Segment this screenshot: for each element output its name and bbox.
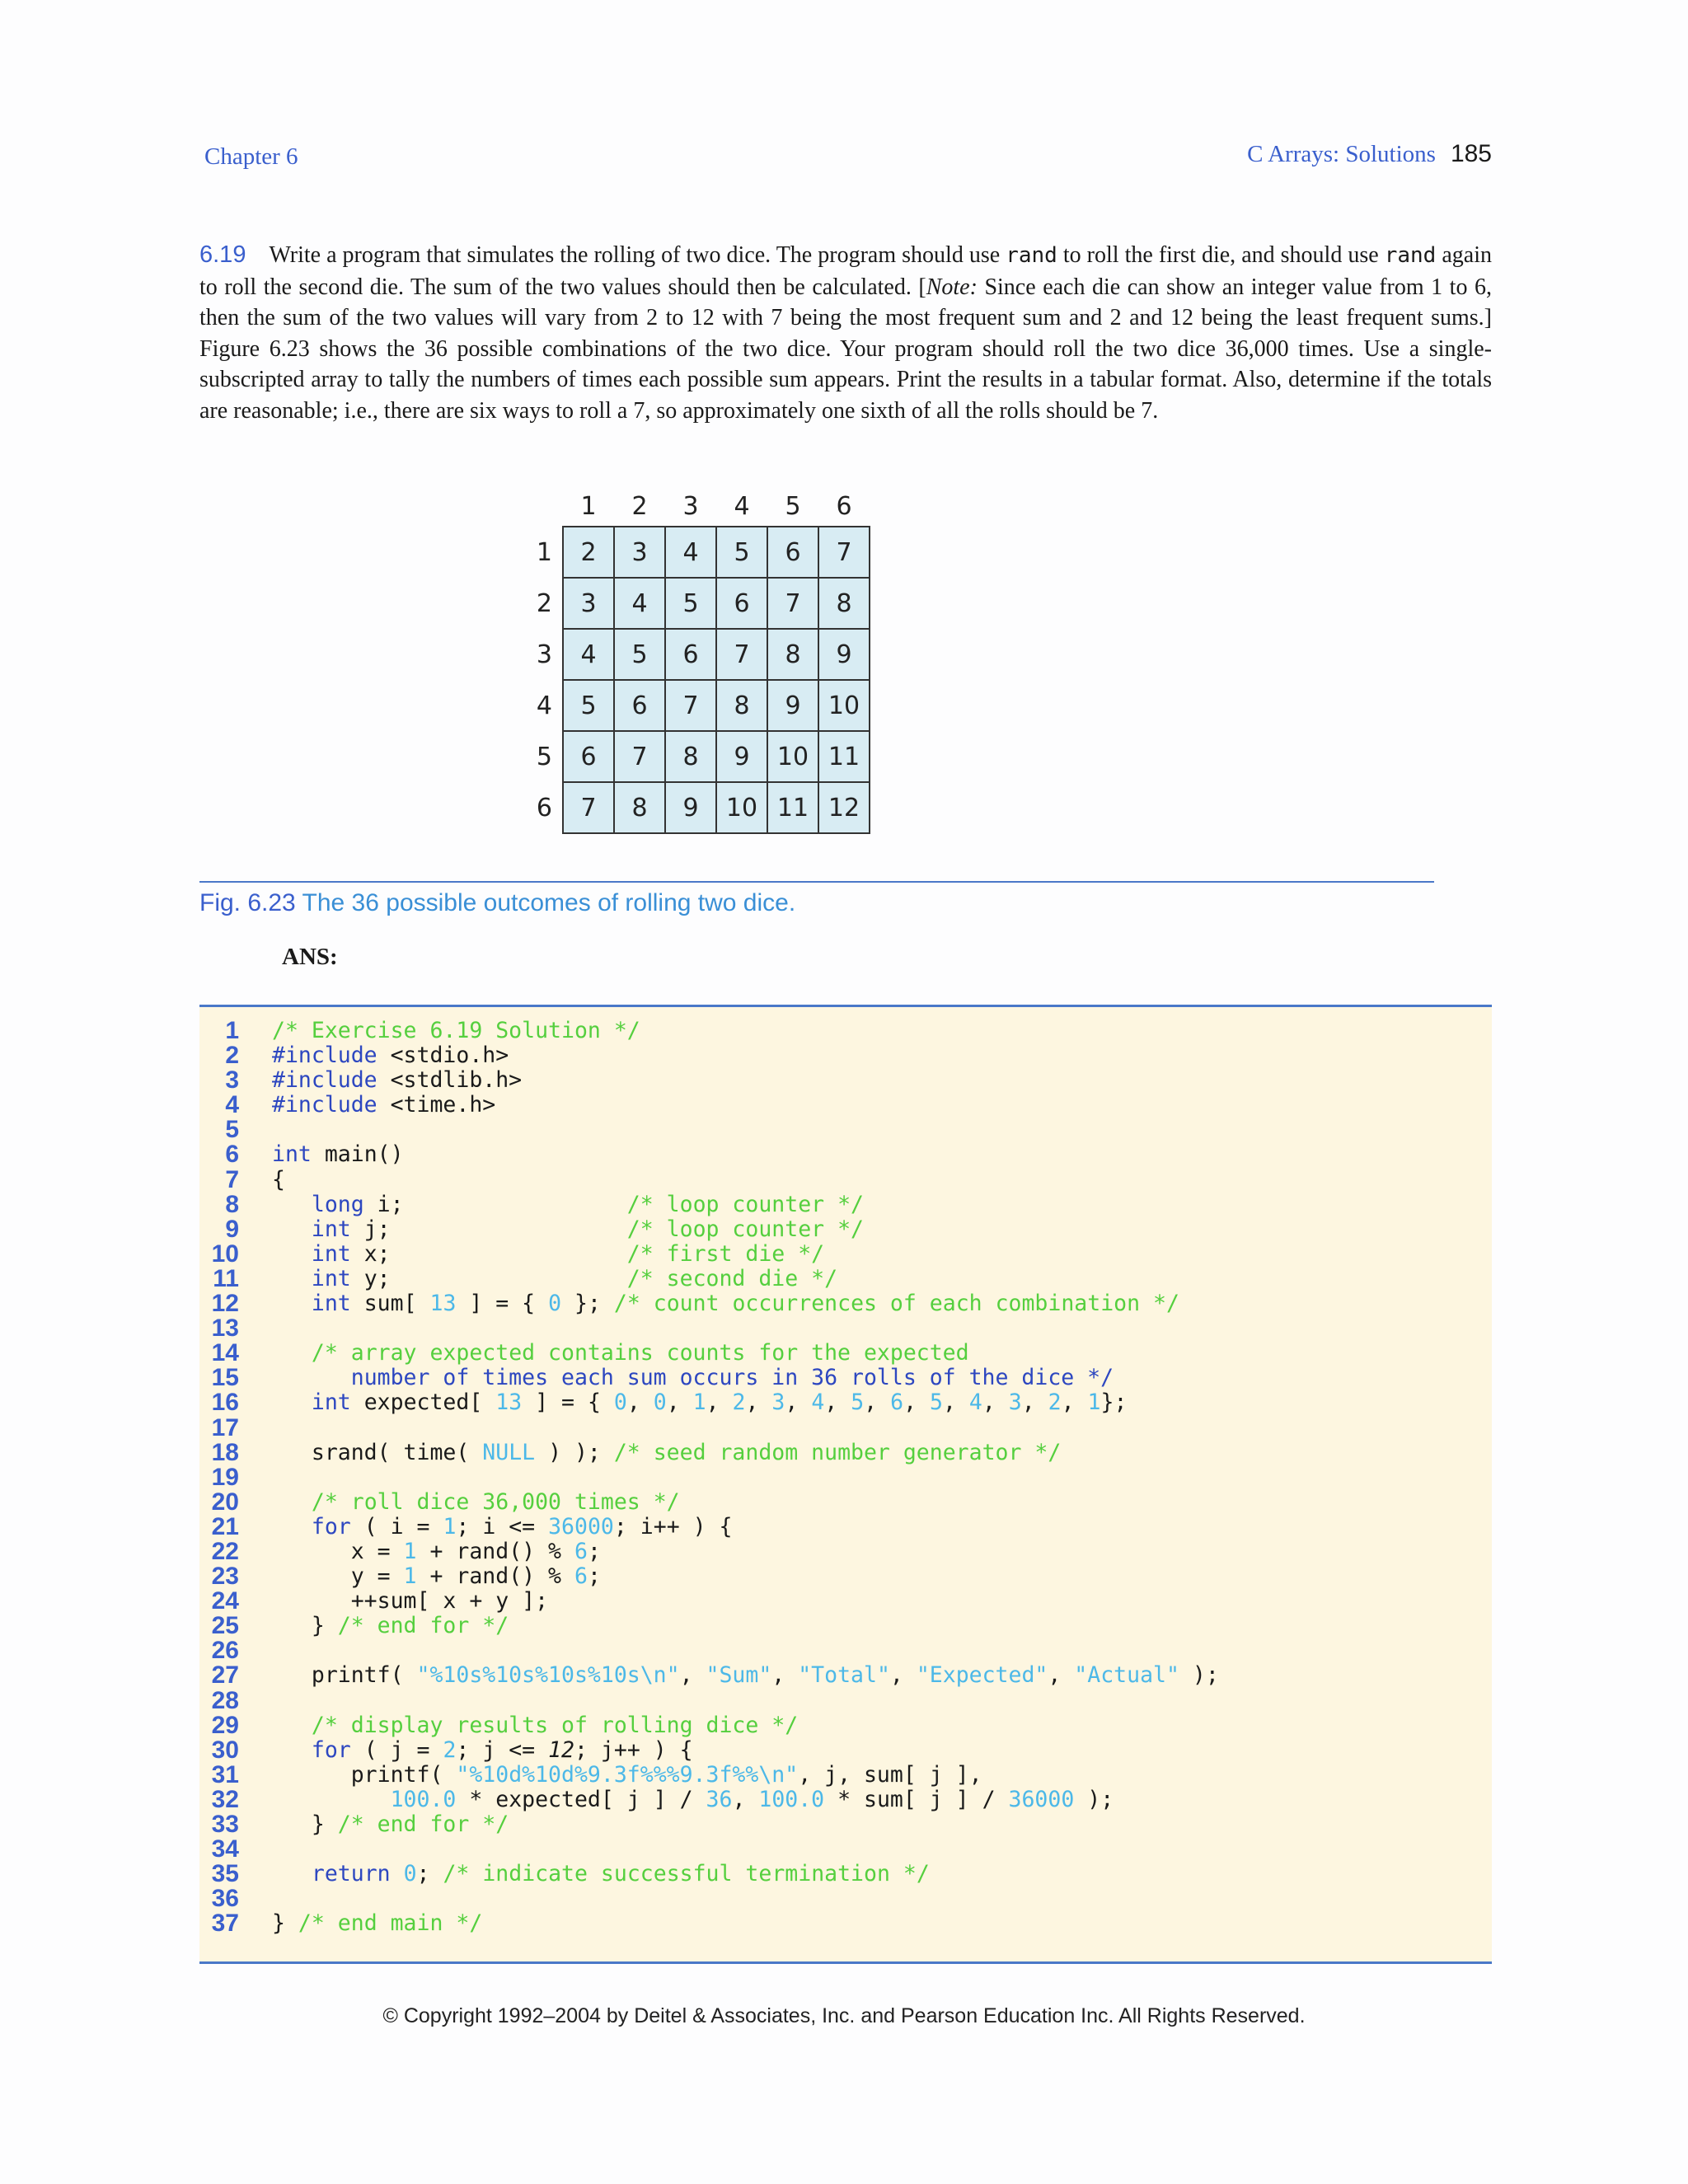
- line-number: 33: [211, 1811, 239, 1838]
- code-token: [272, 1514, 312, 1540]
- code-text: [272, 1142, 404, 1167]
- code-token: ,: [679, 1662, 706, 1689]
- code-token: ] = {: [456, 1291, 549, 1317]
- code-text: [272, 1441, 1061, 1465]
- code-token: ++sum[ x + y ];: [272, 1588, 549, 1615]
- code-token: [272, 1861, 312, 1886]
- table-header-row: [511, 478, 870, 527]
- code-token: 1: [1087, 1390, 1101, 1416]
- line-number: 13: [211, 1315, 239, 1343]
- code-token: ,: [1021, 1390, 1048, 1416]
- code-token: 4: [968, 1390, 982, 1416]
- code-token: NULL: [482, 1439, 536, 1465]
- table-cell: 9: [818, 629, 870, 680]
- code-token: /* seed random number generator */: [613, 1439, 1062, 1465]
- table-cell: 6: [563, 731, 614, 782]
- table-cell: 8: [818, 578, 870, 629]
- code-token: for: [311, 1736, 351, 1763]
- code-token: [272, 1390, 312, 1415]
- table-cell: 9: [767, 680, 818, 731]
- line-number: 21: [211, 1512, 239, 1540]
- code-token: [272, 1216, 312, 1242]
- table-row: [511, 629, 870, 680]
- table-cell: 11: [818, 731, 870, 782]
- code-token: ,: [864, 1390, 891, 1416]
- code-token: ,: [1048, 1662, 1075, 1689]
- table-cell: 8: [767, 629, 818, 680]
- line-number: 1: [225, 1017, 239, 1044]
- code-text: [272, 1019, 640, 1043]
- exercise-text: to roll the first die, and should use: [1057, 242, 1385, 268]
- code-token: [391, 1861, 404, 1886]
- code-token: ; j <=: [456, 1736, 549, 1763]
- column-header: 4: [734, 492, 750, 521]
- code-token: /* roll dice 36,000 times */: [311, 1488, 680, 1515]
- code-token: 12: [548, 1736, 575, 1763]
- code-token: 6: [890, 1390, 904, 1416]
- table-cell: 6: [614, 680, 665, 731]
- exercise-text: Since each die can show an integer value from 1 to 6, then the sum of the two values will vary from 2 to 12 with 7 being the most frequent sum and 2 and 12 being the least frequent sums.] Figure 6.23 shows the 36 possible combinations of the two dice. Your program should roll the two dice 36,000 times. Use a single-subscripted array to tally the numbers of times each possible sum appears. Print the results in a tabular format. Also, determine if the totals are reasonable; i.e., there are six ways to roll a 7, so approximately one sixth of all the rolls should be 7.: [199, 274, 1492, 424]
- code-token: ;: [416, 1861, 443, 1887]
- code-token: <stdlib.h>: [377, 1067, 523, 1094]
- code-token: [272, 1489, 312, 1515]
- code-token: "Total": [798, 1662, 890, 1689]
- code-token: [272, 1241, 312, 1267]
- line-number: 16: [211, 1389, 239, 1417]
- code-token: }: [272, 1811, 338, 1837]
- code-token: ;: [587, 1563, 601, 1590]
- table-cell: 7: [614, 731, 665, 782]
- table-cell: 5: [563, 680, 614, 731]
- line-number: 10: [211, 1240, 239, 1268]
- code-token: 3: [1008, 1390, 1022, 1416]
- table-cell: 5: [716, 527, 767, 578]
- code-token: 2: [732, 1390, 746, 1416]
- code-text: [272, 1217, 864, 1242]
- code-token: int: [311, 1265, 351, 1291]
- code-token: "%10s%10s%10s%10s\n": [416, 1662, 680, 1689]
- line-number: 5: [225, 1116, 239, 1144]
- code-token: /* end main */: [298, 1910, 483, 1937]
- line-number: 26: [211, 1637, 239, 1665]
- table-cell: 8: [665, 731, 716, 782]
- line-number: 14: [211, 1339, 239, 1367]
- line-number: 30: [211, 1736, 239, 1764]
- exercise-number: 6.19: [199, 241, 246, 268]
- code-token: }: [272, 1613, 338, 1639]
- chapter-label: Chapter 6: [204, 143, 298, 170]
- line-number: 35: [211, 1860, 239, 1888]
- code-token: 1: [443, 1513, 457, 1540]
- code-token: 3: [771, 1390, 785, 1416]
- code-token: <time.h>: [377, 1092, 496, 1118]
- code-token: 0: [613, 1390, 627, 1416]
- table-cell: 7: [665, 680, 716, 731]
- code-token: printf(: [272, 1761, 457, 1788]
- table-cell: 6: [665, 629, 716, 680]
- code-listing: [199, 1005, 1492, 1964]
- table-cell: 10: [818, 680, 870, 731]
- code-token: "Sum": [706, 1662, 772, 1689]
- code-text: [272, 1093, 495, 1118]
- table-row: [511, 527, 870, 578]
- row-header: 2: [536, 588, 552, 618]
- code-token: /* first die */: [626, 1240, 825, 1267]
- code-token: 36000: [548, 1513, 614, 1540]
- figure-label: Fig. 6.23: [199, 889, 296, 916]
- code-text: [272, 1564, 601, 1589]
- table-cell: 7: [767, 578, 818, 629]
- code-token: int: [311, 1216, 351, 1242]
- table-cell: 4: [614, 578, 665, 629]
- line-number: 3: [225, 1066, 239, 1094]
- exercise-text: Write a program that simulates the rolling of two dice. The program should use: [269, 242, 1006, 268]
- line-number: 28: [211, 1686, 239, 1714]
- line-number: 19: [211, 1463, 239, 1491]
- line-number: 25: [211, 1612, 239, 1640]
- code-token: "Actual": [1074, 1662, 1179, 1689]
- code-token: /* loop counter */: [626, 1216, 864, 1242]
- code-text: [272, 1738, 693, 1763]
- line-number: 24: [211, 1587, 239, 1615]
- line-number: 17: [211, 1413, 239, 1441]
- table-corner: [511, 478, 563, 527]
- code-text: [272, 1911, 482, 1936]
- code-token: /* indicate successful termination */: [443, 1861, 930, 1887]
- code-token: #include: [272, 1043, 377, 1069]
- code-token: 5: [851, 1390, 865, 1416]
- code-text: [272, 1663, 1219, 1688]
- code-token: 4: [811, 1390, 825, 1416]
- code-token: ,: [824, 1390, 851, 1416]
- column-header: 3: [682, 492, 699, 521]
- code-token: [272, 1192, 312, 1217]
- row-header: 6: [536, 793, 552, 823]
- code-token: ,: [903, 1390, 930, 1416]
- code-token: /* end for */: [337, 1811, 509, 1837]
- line-number: 7: [225, 1165, 239, 1193]
- code-token: int: [311, 1390, 351, 1416]
- inline-code: rand: [1384, 243, 1437, 268]
- code-token: ,: [745, 1390, 772, 1416]
- code-text: [272, 1168, 285, 1193]
- code-text: [272, 1614, 509, 1638]
- code-token: + rand() %: [416, 1563, 574, 1590]
- code-token: /* display results of rolling dice */: [311, 1712, 799, 1738]
- table-cell: 4: [665, 527, 716, 578]
- table-cell: 9: [665, 782, 716, 833]
- code-token: ; j++ ) {: [574, 1736, 693, 1763]
- code-token: int: [272, 1141, 312, 1168]
- code-text: [272, 1515, 732, 1540]
- code-token: #include: [272, 1067, 377, 1094]
- section-title: C Arrays: Solutions: [1247, 141, 1436, 167]
- code-text: [272, 1589, 548, 1614]
- code-token: for: [311, 1513, 351, 1540]
- exercise-paragraph: [199, 240, 1492, 426]
- figure-caption: [199, 889, 795, 917]
- code-text: [272, 1788, 1114, 1812]
- code-token: #include: [272, 1092, 377, 1118]
- code-token: ,: [785, 1390, 812, 1416]
- code-token: /* array expected contains counts for the expected: [311, 1340, 969, 1366]
- code-token: ,: [626, 1390, 654, 1416]
- column-header: 6: [836, 492, 852, 521]
- code-token: 5: [929, 1390, 943, 1416]
- code-token: 0: [548, 1291, 562, 1317]
- code-token: "%10d%10d%9.3f%%%9.3f%%\n": [456, 1761, 799, 1788]
- column-header: 1: [580, 492, 597, 521]
- copyright-footer: © Copyright 1992–2004 by Deitel & Associates, Inc. and Pearson Education Inc. All Rights Reserved.: [382, 2004, 1306, 2027]
- code-token: [272, 1340, 312, 1366]
- table-cell: 7: [818, 527, 870, 578]
- code-token: x =: [272, 1538, 404, 1564]
- table-cell: 7: [563, 782, 614, 833]
- code-token: , j, sum[ j ],: [798, 1761, 982, 1788]
- code-token: i;: [363, 1191, 627, 1217]
- code-token: 36000: [1008, 1786, 1075, 1812]
- code-token: ;: [587, 1538, 601, 1564]
- code-token: ; i++ ) {: [613, 1513, 733, 1540]
- code-token: main(): [311, 1141, 404, 1168]
- line-number: 15: [211, 1364, 239, 1392]
- line-number: 22: [211, 1537, 239, 1565]
- code-token: ( i =: [350, 1513, 443, 1540]
- table-cell: 9: [716, 731, 767, 782]
- code-text: [272, 1242, 824, 1267]
- code-text: [272, 1390, 1127, 1415]
- code-text: [272, 1812, 509, 1837]
- code-token: 6: [574, 1538, 588, 1564]
- code-text: [272, 1341, 969, 1366]
- code-token: ,: [771, 1662, 799, 1689]
- figure-caption-text: The 36 possible outcomes of rolling two dice.: [295, 889, 796, 916]
- line-number: 34: [211, 1835, 239, 1863]
- code-token: [272, 1713, 312, 1738]
- figure-divider: [199, 881, 1434, 883]
- table-row: [511, 578, 870, 629]
- table-row: [511, 731, 870, 782]
- column-header: 2: [631, 492, 648, 521]
- table-cell: 7: [716, 629, 767, 680]
- code-token: long: [311, 1191, 364, 1217]
- line-number: 9: [225, 1215, 239, 1243]
- code-token: 2: [1048, 1390, 1062, 1416]
- code-text: [272, 1540, 601, 1564]
- code-token: 13: [495, 1390, 523, 1416]
- code-text: [272, 1193, 864, 1217]
- page-header: [204, 140, 1492, 176]
- code-token: /* count occurrences of each combination */: [613, 1291, 1179, 1317]
- table-cell: 12: [818, 782, 870, 833]
- code-token: };: [1100, 1390, 1128, 1416]
- code-token: int: [311, 1291, 351, 1317]
- code-token: );: [1074, 1786, 1114, 1812]
- table-cell: 11: [767, 782, 818, 833]
- row-header: 5: [536, 742, 552, 771]
- code-token: ,: [732, 1786, 759, 1812]
- exercise-text: again to roll the second die. The sum of the two values should then be calculated. [: [199, 242, 1492, 300]
- code-token: x;: [350, 1240, 627, 1267]
- code-token: 0: [403, 1861, 417, 1887]
- line-number: 37: [211, 1910, 239, 1938]
- code-text: [272, 1713, 798, 1738]
- code-token: /* end for */: [337, 1613, 509, 1639]
- code-token: sum[: [350, 1291, 430, 1317]
- table-cell: 3: [563, 578, 614, 629]
- code-token: ) );: [535, 1439, 614, 1465]
- table-cell: 5: [665, 578, 716, 629]
- code-token: /* second die */: [626, 1265, 838, 1291]
- code-token: return: [311, 1861, 391, 1887]
- code-token: printf(: [272, 1662, 417, 1689]
- code-text: [272, 1267, 837, 1291]
- code-text: [272, 1043, 509, 1068]
- line-number: 36: [211, 1885, 239, 1913]
- code-token: 0: [653, 1390, 667, 1416]
- table-cell: 4: [563, 629, 614, 680]
- code-token: j;: [350, 1216, 627, 1242]
- code-token: ; i <=: [456, 1513, 549, 1540]
- row-header: 3: [536, 640, 552, 669]
- line-number: 4: [225, 1091, 239, 1119]
- line-number: 12: [211, 1290, 239, 1318]
- code-text: [272, 1366, 1114, 1390]
- table-cell: 6: [767, 527, 818, 578]
- page-number: 185: [1450, 140, 1492, 167]
- line-number: 23: [211, 1563, 239, 1591]
- code-token: 2: [443, 1736, 457, 1763]
- line-number: 32: [211, 1785, 239, 1813]
- code-token: ,: [1061, 1390, 1088, 1416]
- code-token: [272, 1737, 312, 1763]
- code-token: [272, 1266, 312, 1291]
- line-number: 11: [213, 1264, 239, 1292]
- code-token: ] = {: [522, 1390, 614, 1416]
- code-token: 1: [403, 1538, 417, 1564]
- table-row: [511, 680, 870, 731]
- answer-label: ANS:: [282, 944, 338, 970]
- code-token: /* loop counter */: [626, 1191, 864, 1217]
- code-token: srand( time(: [272, 1439, 483, 1465]
- code-token: ( j =: [350, 1736, 443, 1763]
- code-token: ,: [982, 1390, 1009, 1416]
- code-token: 36: [706, 1786, 733, 1812]
- code-token: }: [272, 1910, 298, 1937]
- line-number: 20: [211, 1488, 239, 1516]
- table-cell: 10: [716, 782, 767, 833]
- table-cell: 5: [614, 629, 665, 680]
- code-token: ,: [666, 1390, 693, 1416]
- code-token: <stdio.h>: [377, 1043, 509, 1069]
- row-header: 4: [536, 691, 552, 720]
- running-title: [1247, 140, 1492, 168]
- code-token: "Expected": [916, 1662, 1048, 1689]
- code-token: int: [311, 1240, 351, 1267]
- code-token: + rand() %: [416, 1538, 574, 1564]
- code-token: number of times each sum occurs in 36 rolls of the dice */: [350, 1365, 1114, 1391]
- note-label: Note:: [926, 274, 978, 300]
- code-token: ,: [942, 1390, 969, 1416]
- table-cell: 8: [614, 782, 665, 833]
- inline-code: rand: [1006, 243, 1057, 268]
- code-token: /* Exercise 6.19 Solution */: [272, 1018, 640, 1043]
- table-row: [511, 782, 870, 833]
- code-token: [272, 1365, 351, 1390]
- table-cell: 3: [614, 527, 665, 578]
- code-token: };: [561, 1291, 614, 1317]
- line-number: 18: [211, 1438, 239, 1466]
- code-token: * expected[ j ] /: [456, 1786, 706, 1812]
- code-text: [272, 1068, 522, 1093]
- code-token: 6: [574, 1563, 588, 1590]
- table-cell: 6: [716, 578, 767, 629]
- code-token: y =: [272, 1563, 404, 1590]
- code-token: 13: [429, 1291, 457, 1317]
- code-token: 1: [692, 1390, 706, 1416]
- code-token: expected[: [350, 1390, 496, 1416]
- dice-outcomes-figure: [511, 478, 870, 834]
- column-header: 5: [785, 492, 801, 521]
- line-number: 31: [211, 1760, 239, 1788]
- code-token: * sum[ j ] /: [824, 1786, 1009, 1812]
- table-cell: 8: [716, 680, 767, 731]
- table-cell: 10: [767, 731, 818, 782]
- code-text: [272, 1862, 930, 1886]
- line-number: 27: [211, 1661, 239, 1690]
- code-token: 100.0: [390, 1786, 457, 1812]
- line-number: 29: [211, 1711, 239, 1739]
- row-header: 1: [536, 537, 552, 567]
- code-token: y;: [350, 1265, 627, 1291]
- table-cell: 2: [563, 527, 614, 578]
- code-text: [272, 1291, 1179, 1316]
- code-text: [272, 1490, 680, 1515]
- line-number: 2: [225, 1042, 239, 1070]
- code-token: );: [1179, 1662, 1219, 1689]
- code-token: {: [272, 1166, 285, 1193]
- code-token: [272, 1291, 312, 1316]
- line-number: 8: [225, 1190, 239, 1218]
- code-token: ,: [889, 1662, 917, 1689]
- code-text: [272, 1763, 982, 1788]
- code-token: [272, 1787, 391, 1812]
- dice-outcomes-table: [511, 478, 870, 834]
- code-token: 100.0: [758, 1786, 825, 1812]
- code-token: ,: [706, 1390, 733, 1416]
- code-token: 1: [403, 1563, 417, 1590]
- line-number: 6: [225, 1141, 239, 1169]
